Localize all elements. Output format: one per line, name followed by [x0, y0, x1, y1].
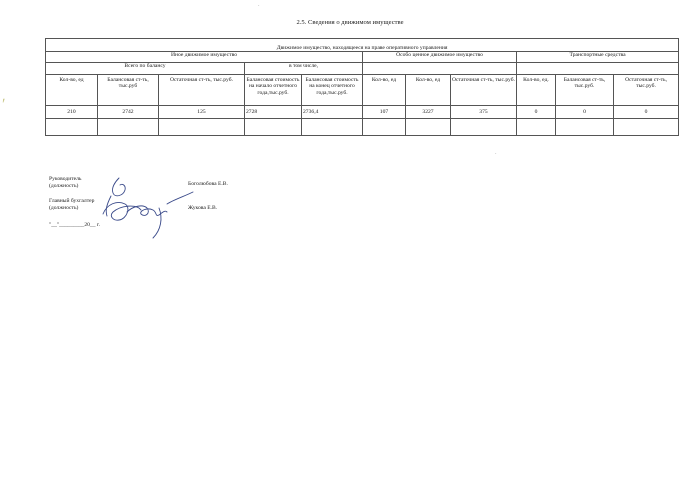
- table-cell: 2736,4: [302, 106, 363, 119]
- table-cell: 0: [614, 106, 679, 119]
- scan-mark: ·: [495, 152, 497, 157]
- group-transport: Транспортные средства: [517, 52, 679, 63]
- header-main: Движимое имущество, находящееся на праве оперативного управления: [46, 39, 679, 52]
- head-position-label: Руководитель (должность): [49, 176, 82, 189]
- col-header: Кол-во, ед: [363, 75, 406, 106]
- col-header: Кол-во, ед: [46, 75, 98, 106]
- table-row: [46, 106, 679, 119]
- table-cell: 210: [46, 106, 98, 119]
- group-valuable-property: Особо ценное движимое имущество: [363, 52, 517, 63]
- subheader-total-balance: Всего по балансу: [46, 63, 245, 75]
- col-header: Балансовая стоимость на конец отчетного года,тыс.руб.: [302, 75, 363, 106]
- table-cell: 2728: [245, 106, 302, 119]
- table-cell: 125: [159, 106, 245, 119]
- head-name: Боголюбова Е.В.: [188, 181, 228, 187]
- col-header: Остаточная ст-ть, тыс.руб.: [451, 75, 517, 106]
- col-header: Остаточная ст-ть, тыс.руб.: [159, 75, 245, 106]
- scan-mark: ·: [258, 4, 260, 9]
- handwritten-signature: [97, 174, 197, 244]
- document-title: 2.5. Сведения о движимом имуществе: [296, 19, 404, 26]
- movable-property-table: [45, 38, 679, 136]
- col-header: Балансовая ст-ть, тыс.руб: [98, 75, 159, 106]
- scan-mark: ʹ: [2, 96, 6, 113]
- col-header: Кол-во, ед.: [517, 75, 556, 106]
- col-header: Балансовая стоимость на начало отчетного года,тыс.руб.: [245, 75, 302, 106]
- col-header: Кол-во, ед: [406, 75, 451, 106]
- date-line: "__"_________20__ г.: [49, 222, 100, 228]
- subheader-including: в том числе,: [245, 63, 363, 75]
- group-other-property: Иное движимое имущество: [46, 52, 363, 63]
- col-header: Остаточная ст-ть, тыс.руб.: [614, 75, 679, 106]
- col-header: Балансовая ст-ть, тыс.руб.: [556, 75, 614, 106]
- table-cell: 375: [451, 106, 517, 119]
- table-cell: 0: [517, 106, 556, 119]
- accountant-position-label: Главный бухгалтер (должность): [49, 198, 95, 211]
- table-cell: 107: [363, 106, 406, 119]
- subheader-transport-empty: [517, 63, 679, 75]
- table-cell: 3227: [406, 106, 451, 119]
- table-cell: 2742: [98, 106, 159, 119]
- subheader-valuable-empty: [363, 63, 517, 75]
- accountant-name: Жукова Е.В.: [188, 205, 218, 211]
- table-row-empty: [46, 119, 679, 136]
- table-cell: 0: [556, 106, 614, 119]
